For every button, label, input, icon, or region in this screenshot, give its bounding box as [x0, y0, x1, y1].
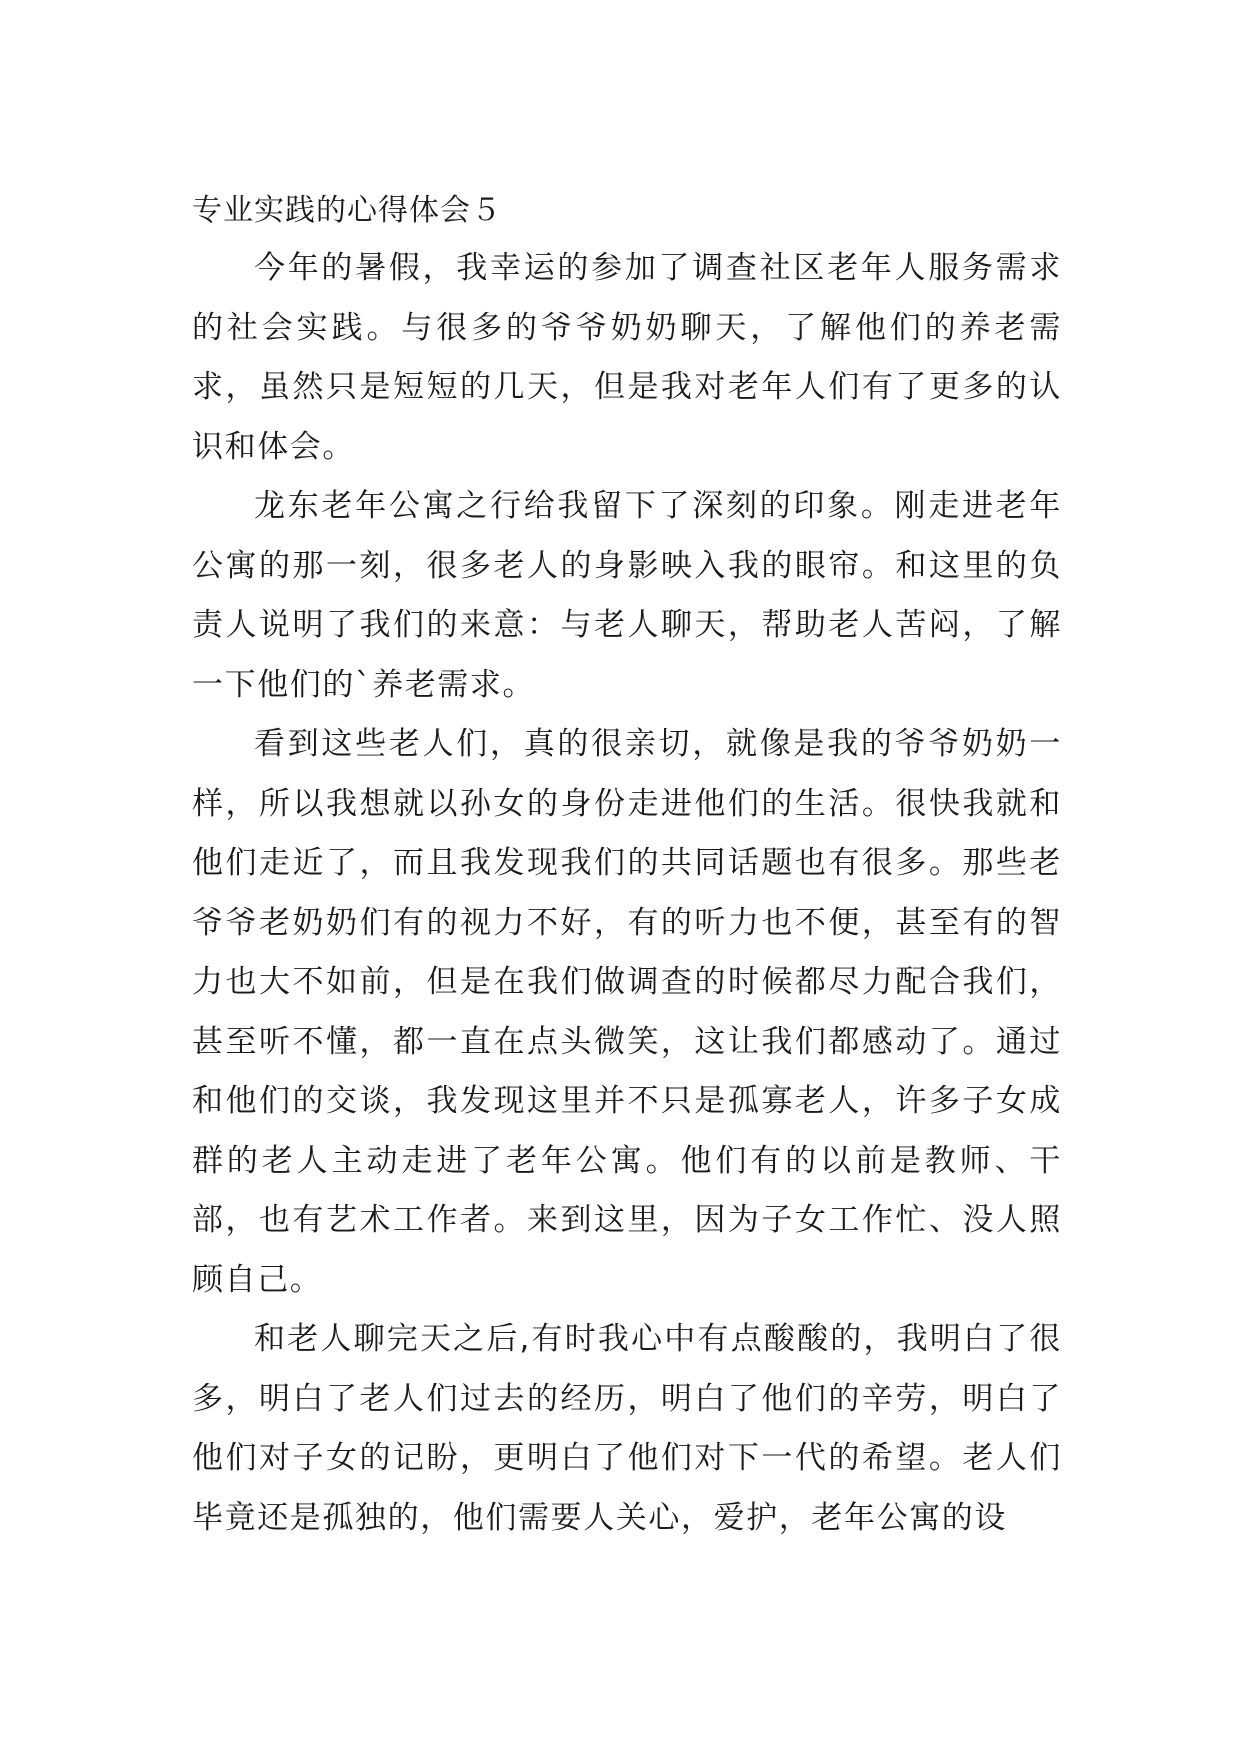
paragraph-2: 龙东老年公寓之行给我留下了深刻的印象。刚走进老年公寓的那一刻，很多老人的身影映入我的眼帘。和这里的负责人说明了我们的来意：与老人聊天，帮助老人苦闷，了解一下他们的`养老需求。 — [192, 488, 1062, 703]
document-body — [192, 183, 1062, 1548]
document-title: 专业实践的心得体会５ — [192, 193, 502, 228]
paragraph-1: 今年的暑假，我幸运的参加了调查社区老年人服务需求的社会实践。与很多的爷爷奶奶聊天，了解他们的养老需求，虽然只是短短的几天，但是我对老年人们有了更多的认识和体会。 — [192, 250, 1062, 465]
paragraph-4: 和老人聊完天之后,有时我心中有点酸酸的，我明白了很多，明白了老人们过去的经历，明白了他们的辛劳，明白了他们对子女的记盼，更明白了他们对下一代的希望。老人们毕竟还是孤独的，他们需要人关心，爱护，老年公寓的设 — [192, 1321, 1062, 1536]
paragraph-3: 看到这些老人们，真的很亲切，就像是我的爷爷奶奶一样，所以我想就以孙女的身份走进他们的生活。很快我就和他们走近了，而且我发现我们的共同话题也有很多。那些老爷爷老奶奶们有的视力不好，有的听力也不便，甚至有的智力也大不如前，但是在我们做调查的时候都尽力配合我们，甚至听不懂，都一直在点头微笑，这让我们都感动了。通过和他们的交谈，我发现这里并不只是孤寡老人，许多子女成群的老人主动走进了老年公寓。他们有的以前是教师、干部，也有艺术工作者。来到这里，因为子女工作忙、没人照顾自己。 — [192, 726, 1062, 1298]
